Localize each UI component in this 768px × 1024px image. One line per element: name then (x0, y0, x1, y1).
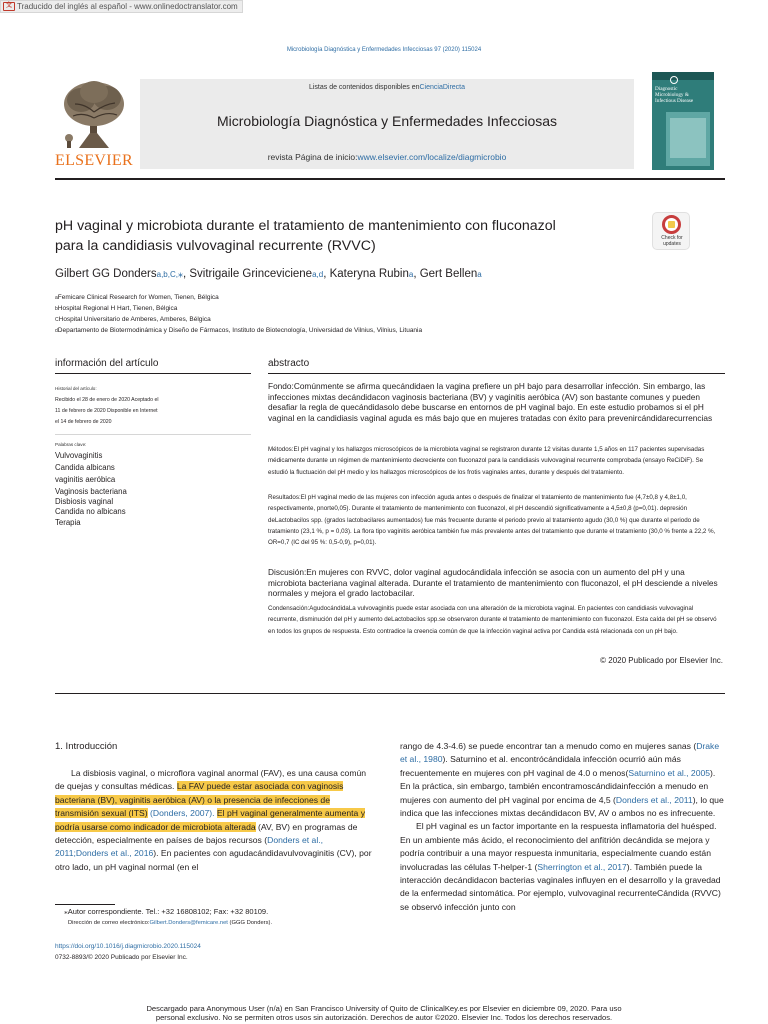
citation-link[interactable]: Sherrington et al., 2017 (537, 861, 627, 872)
history-divider (55, 434, 251, 435)
affiliation-item: bHospital Regional H Hart, Tienen, Bélgica (55, 305, 178, 312)
email-footnote: Dirección de correo electrónico:Gilbert.Donders@femicare.net (GGG Donders). (68, 920, 273, 926)
footnote-divider (55, 904, 115, 905)
translate-icon: 文 (3, 2, 15, 11)
author-name[interactable]: Gert Bellen (419, 268, 478, 280)
keyword-item: Vulvovaginitis (55, 451, 103, 460)
paragraph: El pH vaginal es un factor importante en la respuesta inflamatoria del huésped. En un ambiente más ácido, el reconocimiento del anfitrión decándida se mejora y podría contribuir a una mayor respuesta inmunitaria, especialmente cuando están involucradas las células T-helper-1 (Sherrington et al., 2017). También puede la interacción decándidacon bacterias vaginales influyen en el desarrollo y la gravedad de la enfermedad sintomática. Por ejemplo, vulvovaginal recurrenteCándida (RVVC) se observó infección junto con (400, 821, 721, 912)
keyword-item: Vaginosis bacteriana (55, 487, 127, 496)
cover-title: Diagnostic Microbiology & Infectious Disease (655, 86, 694, 104)
cover-panel-inner (670, 118, 706, 158)
check-for-updates-button[interactable] (652, 212, 690, 250)
contents-available-line (140, 84, 634, 91)
citation-link[interactable]: Donders et al., 2011;Donders et al., 2016 (55, 835, 323, 859)
doi-link[interactable]: https://doi.org/10.1016/j.diagmicrobio.2020.115024 (55, 943, 201, 950)
author-affiliation-marks[interactable]: a,b,C, (156, 270, 178, 279)
abstract-copyright: © 2020 Publicado por Elsevier Inc. (600, 656, 723, 665)
keyword-item: Disbiosis vaginal (55, 497, 114, 506)
abstract-heading: abstracto (268, 358, 310, 369)
abstract-discussion: Discusión:En mujeres con RVVC, dolor vaginal agudocándidala infección se asocia con un aumento del pH y una microbiota bacteriana vaginal alterada. Durante el tratamiento de mantenimiento con fluconazol, el pH desciende a niveles normales y mejora el grado lactobacilar. (268, 567, 718, 598)
author-name[interactable]: Kateryna Rubin (329, 268, 409, 280)
intro-left-column: La disbiosis vaginal, o microflora vaginal anormal (FAV), es una causa común de quejas y consultas médicas. La FAV puede estar asociada con vaginosis bacteriana (BV), vaginitis aeróbica (AV) o la presencia de infecciones de transmisión sexual (ITS) (Donders, 2007). El pH vaginal generalmente aumenta y podría usarse como indicador de microbiota alterada (AV, BV) en programas de detección, especialmente en países de bajos recursos (Donders et al., 2011;Donders et al., 2016). En pacientes con agudacándidavulvovaginitis (CV), por otro lado, un pH vaginal normal (en el (55, 768, 372, 872)
issn-line: 0732-8893/© 2020 Publicado por Elsevier Inc. (55, 954, 188, 961)
affiliation-item: dDepartamento de Biotermodinámica y Diseño de Fármacos, Instituto de Biotecnología, Universidad de Vilnius, Vilnius, Lituania (55, 327, 423, 334)
corresponding-author-star[interactable]: ⁎ (177, 269, 183, 280)
affiliation-item: aFemicare Clinical Research for Women, Tienen, Bélgica (55, 294, 219, 301)
correspondence-footnote: ⁎Autor correspondiente. Tel.: +32 16808102; Fax: +32 80109. (64, 907, 269, 916)
journal-header (140, 79, 634, 169)
body-divider (55, 693, 725, 694)
journal-reference[interactable]: Microbiología Diagnóstica y Enfermedades Infecciosas 97 (2020) 115024 (286, 47, 482, 53)
homepage-link[interactable]: www.elsevier.com/localize/diagmicrobio (357, 152, 507, 162)
download-notice: Descargado para Anonymous User (n/a) en San Francisco University of Quito de ClinicalKey.es por Elsevier en diciembre 09, 2020. Para uso personal exclusivo. No se permiten otros usos sin autorización. Derechos de autor ©2020. Elsevier Inc. Todos los derechos reservados. (146, 1004, 622, 1022)
highlighted-text[interactable]: El pH vaginal generalmente aumenta y podría usarse como indicador de microbiota alterada (55, 808, 366, 832)
keyword-item: Candida albicans (55, 463, 115, 472)
sciencedirect-link[interactable]: CienciaDirecta (419, 84, 466, 91)
author-list: Gilbert GG Dondersa,b,C,⁎, Svitrigaile Grincevicienea,d, Kateryna Rubina, Gert Bellena (55, 268, 482, 280)
citation-link[interactable]: Saturnino et al., 2005 (628, 767, 711, 778)
crossmark-icon (662, 215, 681, 234)
highlighted-text[interactable]: La FAV puede estar asociada con vaginosis bacteriana (BV), vaginitis aeróbica (AV) o la presencia de infecciones de transmisión sexual (ITS) (55, 781, 344, 819)
author-affiliation-marks[interactable]: a (408, 270, 414, 279)
article-history: Recibido el 28 de enero de 2020 Aceptado el 11 de febrero de 2020 Disponible en Internet el 14 de febrero de 2020 (55, 397, 159, 425)
article-info-heading: información del artículo (55, 358, 159, 369)
citation-link[interactable]: (Donders, 2007). (147, 808, 215, 819)
journal-homepage-line (140, 152, 634, 162)
author-affiliation-marks[interactable]: a,d (312, 270, 324, 279)
keywords-label: Palabras clave: (55, 442, 87, 447)
article-title: pH vaginal y microbiota durante el tratamiento de mantenimiento con fluconazol para la candidiasis vulvovaginal recurrente (RVVC) (55, 218, 556, 254)
journal-cover-image[interactable] (652, 72, 714, 170)
citation-link[interactable]: Drake et al., 1980 (400, 741, 720, 765)
translator-bar[interactable] (0, 0, 243, 13)
abstract-background: Fondo:Comúnmente se afirma quecándidaen la vagina prefiere un pH bajo para desarrollar infección. Sin embargo, las infecciones mixtas decándidacon vaginosis bacteriana (BV) y vaginitis aeróbica (AV) son bastante comunes y pueden desafiar la regla de quecándidasolo debe buscarse en entornos de pH vaginal bajo. En este estudio probamos si el pH vaginal en la candidiasis vaginal aguda es más bajo que en mujeres tratadas con éxito para prevenircándidarecurrencias (268, 381, 713, 423)
journal-title: Microbiología Diagnóstica y Enfermedades Infecciosas (216, 113, 558, 129)
cover-band (652, 72, 714, 80)
history-label: Historial del artículo: (55, 386, 97, 391)
cover-panel (666, 112, 710, 166)
keyword-item: Candida no albicans (55, 507, 126, 516)
header-divider (55, 178, 725, 180)
elsevier-tree-icon (55, 78, 133, 150)
section-heading-introduction: 1. Introducción (55, 741, 118, 752)
article-info-divider (55, 373, 251, 374)
keyword-item: Terapia (55, 518, 81, 527)
affiliation-item: CHospital Universitario de Amberes, Amberes, Bélgica (55, 316, 211, 323)
paragraph: rango de 4.3-4.6) se puede encontrar tan a menudo como en mujeres sanas (Drake et al., 1980). Saturnino et al. encontrócándidala infección ocurrió aún más frecuentemente en mujeres con pH vaginal de 4.0 o menos(Saturnino et al., 2005). En la práctica, sin embargo, también encontramoscándidainfección a menudo en mujeres con aumento del pH vaginal por encima de 4,5 (Donders et al., 2011), lo que indica que las infecciones mixtas decándidacon BV, AV o ambos no es infrecuente. (400, 741, 724, 819)
email-link[interactable]: Gilbert.Donders@femicare.net (149, 920, 228, 926)
translator-label: Traducido del inglés al español - www.onlinedoctranslator.com (17, 2, 238, 11)
author-affiliation-marks[interactable]: a (477, 270, 482, 279)
crossmark-label: Check for updates (661, 235, 683, 247)
contents-prefix: Listas de contenidos disponibles en (308, 84, 420, 91)
keyword-item: vaginitis aeróbica (55, 475, 116, 484)
intro-right-column (400, 740, 725, 914)
elsevier-logo[interactable] (55, 78, 133, 170)
author-name[interactable]: Gilbert GG Donders (55, 268, 157, 280)
elsevier-wordmark: ELSEVIER (55, 152, 133, 169)
abstract-condensation: Condensación:AgudocándidaLa vulvovaginitis puede estar asociada con una alteración de la microbiota vaginal. En pacientes con candidiasis vulvovaginal recurrente, disminución del pH y aumento deLactobacilos spp.se observaron durante el tratamiento de mantenimiento con fluconazol. Esta caída del pH se observó en todos los grupos de respuesta. Esto contradice la creencia común de que la infección vaginal activa por Candida está relacionada con un pH bajo. (268, 605, 717, 635)
cover-seal-icon (670, 76, 678, 84)
citation-link[interactable]: Donders et al., 2011 (615, 794, 693, 805)
homepage-prefix: revista Página de inicio: (267, 152, 358, 162)
abstract-methods: Métodos:El pH vaginal y los hallazgos microscópicos de la microbiota vaginal se registraron durante 12 visitas durante 1,5 años en 117 pacientes supervisadas médicamente durante un régimen de mantenimiento decreciente con fluconazol para la candidiasis vulvovaginal recurrente comprobada (ensayo ReCiDiF). Se estudió la fluctuación del pH medio y los hallazgos microscópicos de los frotis vaginales antes, durante y después del tratamiento. (268, 446, 705, 476)
author-name[interactable]: Svitrigaile Grinceviciene (189, 268, 313, 280)
abstract-results: Resultados:El pH vaginal medio de las mujeres con infección aguda antes o después de finalizar el tratamiento de mantenimiento fue (4,7±0,8 y 4,8±1,0, respectivamente, pnorte0,05). Durante el tratamiento de mantenimiento con fluconazol, el pH descendió significativamente a 4,5±0,8 (p=0,01). depresión deLactobacilos spp. (grados lactobacilares aumentados) fue más frecuente durante el periodo previo al tratamiento agudo (30,0 %) que durante el periodo de tratamiento (23,1 %, p = 0,03). La flora tipo vaginitis aeróbica también fue más prevalente antes del tratamiento que durante el tratamiento (30,0 % frente a 22,2 %, OR=0,7 (IC del 95 %: 0,5-0,9), p=0,01). (268, 494, 716, 547)
abstract-divider (268, 373, 725, 374)
